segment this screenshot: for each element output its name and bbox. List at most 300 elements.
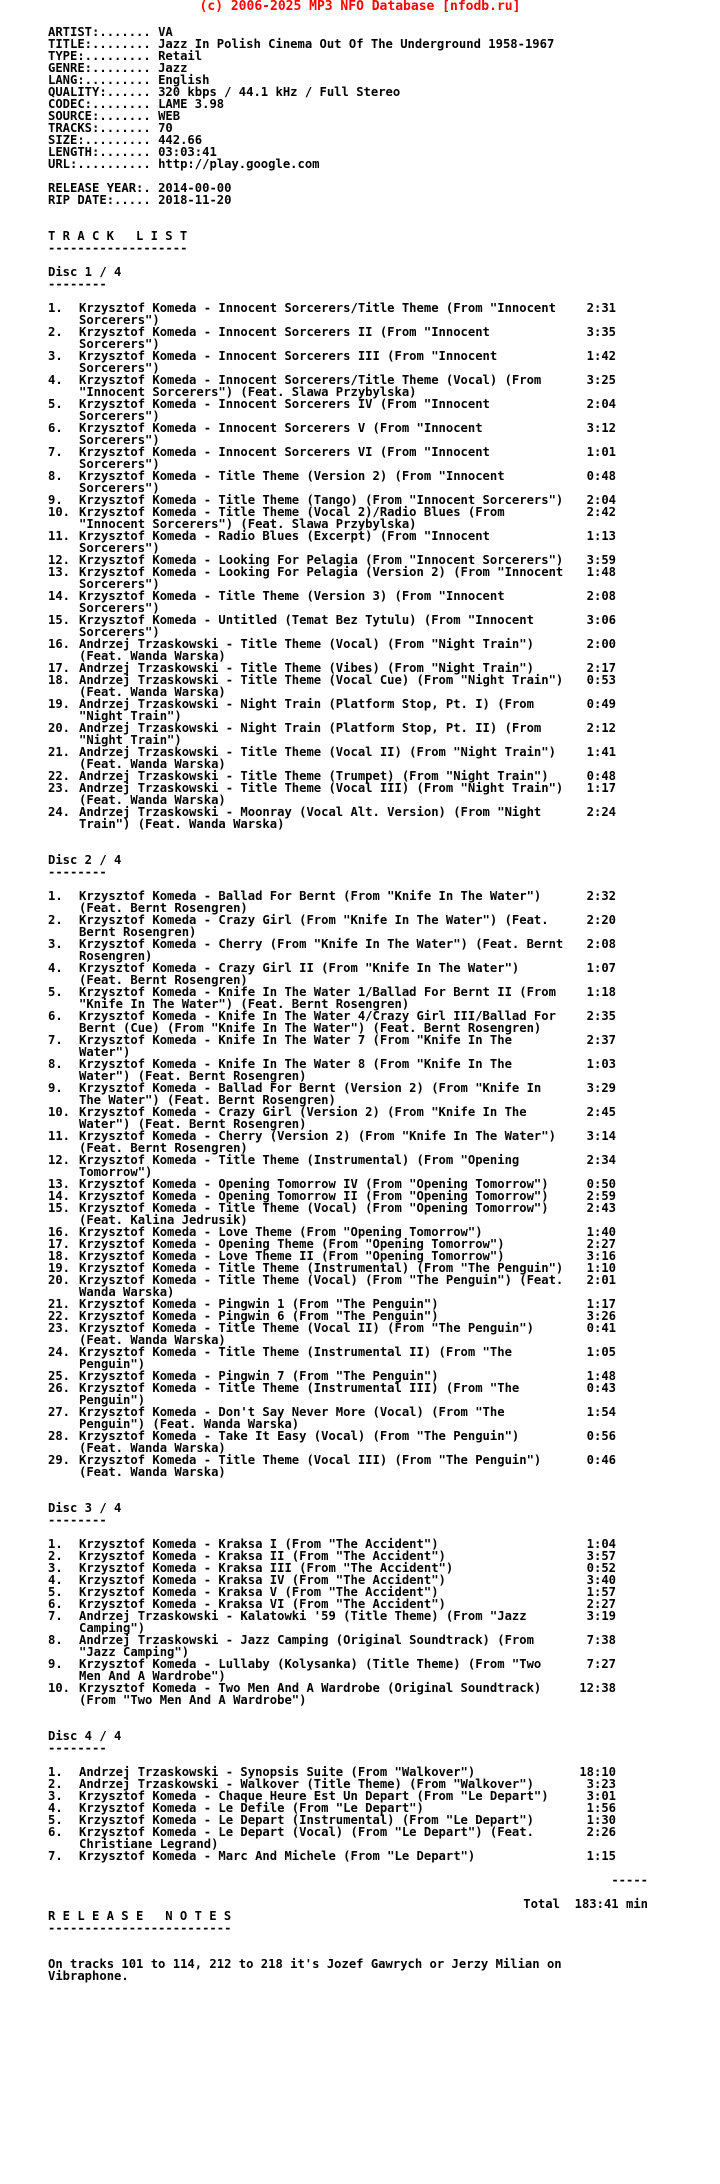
track-title: Krzysztof Komeda - Kraksa IV (From "The Accident") bbox=[79, 1573, 446, 1587]
track-row bbox=[48, 1202, 672, 1226]
track-number: 10. bbox=[48, 1681, 71, 1695]
track-row bbox=[48, 1058, 672, 1082]
track-number: 1. bbox=[48, 301, 63, 315]
disc-underline: -------- bbox=[48, 1513, 107, 1527]
track-duration: 3:25 bbox=[586, 373, 616, 387]
track-title: Krzysztof Komeda - Pingwin 6 (From "The Penguin") bbox=[79, 1309, 439, 1323]
track-duration: 0:46 bbox=[586, 1453, 616, 1467]
track-title: Krzysztof Komeda - Crazy Girl (Version 2) (From "Knife In The Water") (Feat. Bernt Rosengren) bbox=[79, 1105, 534, 1131]
track-number: 8. bbox=[48, 1633, 63, 1647]
track-number: 22. bbox=[48, 1309, 71, 1323]
track-duration: 2:01 bbox=[586, 1273, 616, 1287]
track-row bbox=[48, 1826, 672, 1850]
track-duration: 2:42 bbox=[586, 505, 616, 519]
track-duration: 1:03 bbox=[586, 1057, 616, 1071]
track-duration: 0:41 bbox=[586, 1321, 616, 1335]
track-duration: 1:48 bbox=[586, 1369, 616, 1383]
info-value: 442.66 bbox=[158, 133, 203, 147]
track-row bbox=[48, 398, 672, 422]
track-number: 20. bbox=[48, 1273, 71, 1287]
track-title: Krzysztof Komeda - Innocent Sorcerers/Title Theme (Vocal) (From "Innocent Sorcerers") (Feat. Slawa Przybylska) bbox=[79, 373, 549, 399]
info-value: 03:03:41 bbox=[158, 145, 217, 159]
track-title: Krzysztof Komeda - Don't Say Never More (Vocal) (From "The Penguin") (Feat. Wanda Warska) bbox=[79, 1405, 512, 1431]
track-duration: 2:04 bbox=[586, 493, 616, 507]
track-title: Krzysztof Komeda - Title Theme (Instrumental II) (From "The Penguin") bbox=[79, 1345, 520, 1371]
track-title: Krzysztof Komeda - Knife In The Water 8 (From "Knife In The Water") (Feat. Bernt Rosengren) bbox=[79, 1057, 520, 1083]
track-number: 2. bbox=[48, 325, 63, 339]
track-title: Andrzej Trzaskowski - Title Theme (Vibes) (From "Night Train") bbox=[79, 661, 534, 675]
track-title: Krzysztof Komeda - Knife In The Water 4/Crazy Girl III/Ballad For Bernt (Cue) (From "Knife In The Water") (Feat. Bernt Rosengren) bbox=[79, 1009, 564, 1035]
track-duration: 2:12 bbox=[586, 721, 616, 735]
track-row bbox=[48, 674, 672, 698]
track-number: 16. bbox=[48, 637, 71, 651]
track-duration: 1:05 bbox=[586, 1345, 616, 1359]
track-row bbox=[48, 806, 672, 830]
track-title: Krzysztof Komeda - Marc And Michele (From "Le Depart") bbox=[79, 1849, 476, 1863]
track-duration: 0:48 bbox=[586, 469, 616, 483]
track-number: 20. bbox=[48, 721, 71, 735]
track-row bbox=[48, 1130, 672, 1154]
track-title: Krzysztof Komeda - Title Theme (Instrumental) (From "The Penguin") bbox=[79, 1261, 564, 1275]
track-row bbox=[48, 1034, 672, 1058]
track-duration: 1:17 bbox=[586, 1297, 616, 1311]
rip-date-label: RIP DATE:..... bbox=[48, 193, 151, 207]
track-row bbox=[48, 1658, 672, 1682]
site-header: (c) 2006-2025 MP3 NFO Database [nfodb.ru] bbox=[199, 0, 521, 14]
track-duration: 1:17 bbox=[586, 781, 616, 795]
track-title: Krzysztof Komeda - Title Theme (Instrumental III) (From "The Penguin") bbox=[79, 1381, 527, 1407]
track-number: 18. bbox=[48, 1249, 71, 1263]
track-number: 5. bbox=[48, 1813, 63, 1827]
track-number: 19. bbox=[48, 1261, 71, 1275]
track-number: 3. bbox=[48, 349, 63, 363]
disc-title: Disc 3 / 4 bbox=[48, 1501, 122, 1515]
info-label: URL:.......... bbox=[48, 157, 151, 171]
track-title: Krzysztof Komeda - Innocent Sorcerers V (From "Innocent Sorcerers") bbox=[79, 421, 490, 447]
track-duration: 2:31 bbox=[586, 301, 616, 315]
info-value: LAME 3.98 bbox=[158, 97, 225, 111]
info-block bbox=[48, 26, 672, 170]
track-duration: 3:26 bbox=[586, 1309, 616, 1323]
track-duration: 7:38 bbox=[586, 1633, 616, 1647]
track-title: Krzysztof Komeda - Love Theme (From "Opening Tomorrow") bbox=[79, 1225, 483, 1239]
track-duration: 2:08 bbox=[586, 937, 616, 951]
track-title: Krzysztof Komeda - Chaque Heure Est Un Depart (From "Le Depart") bbox=[79, 1789, 549, 1803]
track-duration: 0:53 bbox=[586, 673, 616, 687]
track-number: 4. bbox=[48, 961, 63, 975]
track-title: Krzysztof Komeda - Looking For Pelagia (From "Innocent Sorcerers") bbox=[79, 553, 564, 567]
track-row bbox=[48, 446, 672, 470]
track-number: 13. bbox=[48, 565, 71, 579]
track-duration: 18:10 bbox=[579, 1765, 616, 1779]
track-number: 23. bbox=[48, 1321, 71, 1335]
track-number: 25. bbox=[48, 1369, 71, 1383]
track-title: Krzysztof Komeda - Title Theme (Version 2) (From "Innocent Sorcerers") bbox=[79, 469, 512, 495]
track-number: 6. bbox=[48, 1597, 63, 1611]
track-title: Krzysztof Komeda - Ballad For Bernt (Version 2) (From "Knife In The Water") (Feat. Bernt Rosengren) bbox=[79, 1081, 549, 1107]
track-title: Andrzej Trzaskowski - Title Theme (Vocal II) (From "Night Train") (Feat. Wanda Warska) bbox=[79, 745, 564, 771]
track-title: Krzysztof Komeda - Kraksa V (From "The Accident") bbox=[79, 1585, 439, 1599]
track-row bbox=[48, 506, 672, 530]
rip-date-value: 2018-11-20 bbox=[158, 193, 232, 207]
track-duration: 2:20 bbox=[586, 913, 616, 927]
info-value: 70 bbox=[158, 121, 173, 135]
track-number: 22. bbox=[48, 769, 71, 783]
track-duration: 0:48 bbox=[586, 769, 616, 783]
track-number: 24. bbox=[48, 1345, 71, 1359]
track-title: Krzysztof Komeda - Title Theme (Vocal) (From "Opening Tomorrow") (Feat. Kalina Jedrusik) bbox=[79, 1201, 556, 1227]
info-row bbox=[48, 158, 672, 170]
info-label: LANG:......... bbox=[48, 73, 151, 87]
info-value: VA bbox=[158, 25, 173, 39]
track-number: 9. bbox=[48, 493, 63, 507]
track-title: Krzysztof Komeda - Opening Tomorrow II (From "Opening Tomorrow") bbox=[79, 1189, 549, 1203]
track-row bbox=[48, 1430, 672, 1454]
track-duration: 2:35 bbox=[586, 1009, 616, 1023]
track-row bbox=[48, 1634, 672, 1658]
track-row bbox=[48, 938, 672, 962]
track-duration: 0:49 bbox=[586, 697, 616, 711]
track-duration: 3:59 bbox=[586, 553, 616, 567]
track-number: 15. bbox=[48, 613, 71, 627]
track-row bbox=[48, 698, 672, 722]
track-title: Krzysztof Komeda - Innocent Sorcerers III (From "Innocent Sorcerers") bbox=[79, 349, 505, 375]
track-number: 21. bbox=[48, 745, 71, 759]
track-row bbox=[48, 530, 672, 554]
track-duration: 2:27 bbox=[586, 1597, 616, 1611]
track-row bbox=[48, 1406, 672, 1430]
track-number: 7. bbox=[48, 445, 63, 459]
track-title: Krzysztof Komeda - Title Theme (Version 3) (From "Innocent Sorcerers") bbox=[79, 589, 512, 615]
track-number: 14. bbox=[48, 589, 71, 603]
track-number: 10. bbox=[48, 505, 71, 519]
track-duration: 3:14 bbox=[586, 1129, 616, 1143]
track-row bbox=[48, 914, 672, 938]
track-number: 14. bbox=[48, 1189, 71, 1203]
info-value: http://play.google.com bbox=[158, 157, 320, 171]
track-title: Krzysztof Komeda - Title Theme (Vocal 2)/Radio Blues (From "Innocent Sorcerers") (Feat. Slawa Przybylska) bbox=[79, 505, 512, 531]
track-title: Andrzej Trzaskowski - Jazz Camping (Original Soundtrack) (From "Jazz Camping") bbox=[79, 1633, 542, 1659]
track-row bbox=[48, 590, 672, 614]
track-number: 11. bbox=[48, 1129, 71, 1143]
track-row bbox=[48, 614, 672, 638]
track-number: 4. bbox=[48, 1801, 63, 1815]
track-number: 29. bbox=[48, 1453, 71, 1467]
track-title: Krzysztof Komeda - Kraksa II (From "The Accident") bbox=[79, 1549, 446, 1563]
track-row bbox=[48, 638, 672, 662]
track-number: 9. bbox=[48, 1657, 63, 1671]
track-title: Andrzej Trzaskowski - Title Theme (Trumpet) (From "Night Train") bbox=[79, 769, 549, 783]
track-number: 3. bbox=[48, 1789, 63, 1803]
track-row bbox=[48, 470, 672, 494]
track-row bbox=[48, 1850, 672, 1862]
track-duration: 2:37 bbox=[586, 1033, 616, 1047]
track-number: 12. bbox=[48, 1153, 71, 1167]
track-number: 26. bbox=[48, 1381, 71, 1395]
track-number: 28. bbox=[48, 1429, 71, 1443]
track-duration: 0:56 bbox=[586, 1429, 616, 1443]
track-row bbox=[48, 302, 672, 326]
disc-title: Disc 2 / 4 bbox=[48, 853, 122, 867]
track-title: Krzysztof Komeda - Knife In The Water 1/Ballad For Bernt II (From "Knife In The Water") (Feat. Bernt Rosengren) bbox=[79, 985, 564, 1011]
track-title: Krzysztof Komeda - Opening Theme (From "Opening Tomorrow") bbox=[79, 1237, 505, 1251]
track-title: Krzysztof Komeda - Innocent Sorcerers VI (From "Innocent Sorcerers") bbox=[79, 445, 498, 471]
track-title: Krzysztof Komeda - Crazy Girl II (From "Knife In The Water") (Feat. Bernt Rosengren) bbox=[79, 961, 527, 987]
track-title: Krzysztof Komeda - Kraksa III (From "The Accident") bbox=[79, 1561, 454, 1575]
info-value: WEB bbox=[158, 109, 181, 123]
track-duration: 1:57 bbox=[586, 1585, 616, 1599]
info-value: 320 kbps / 44.1 kHz / Full Stereo bbox=[158, 85, 401, 99]
track-duration: 1:41 bbox=[586, 745, 616, 759]
disc-underline: -------- bbox=[48, 865, 107, 879]
track-number: 9. bbox=[48, 1081, 63, 1095]
disc-section bbox=[48, 854, 672, 1502]
track-number: 24. bbox=[48, 805, 71, 819]
track-duration: 2:26 bbox=[586, 1825, 616, 1839]
track-number: 21. bbox=[48, 1297, 71, 1311]
track-duration: 1:56 bbox=[586, 1801, 616, 1815]
track-duration: 2:34 bbox=[586, 1153, 616, 1167]
track-title: Krzysztof Komeda - Take It Easy (Vocal) (From "The Penguin") (Feat. Wanda Warska) bbox=[79, 1429, 527, 1455]
track-title: Krzysztof Komeda - Untitled (Temat Bez Tytulu) (From "Innocent Sorcerers") bbox=[79, 613, 542, 639]
track-title: Krzysztof Komeda - Knife In The Water 7 (From "Knife In The Water") bbox=[79, 1033, 520, 1059]
disc-list bbox=[48, 266, 672, 1862]
track-number: 17. bbox=[48, 1237, 71, 1251]
track-duration: 2:00 bbox=[586, 637, 616, 651]
track-row bbox=[48, 1154, 672, 1178]
track-duration: 7:27 bbox=[586, 1657, 616, 1671]
track-row bbox=[48, 422, 672, 446]
track-number: 12. bbox=[48, 553, 71, 567]
track-title: Krzysztof Komeda - Ballad For Bernt (From "Knife In The Water") (Feat. Bernt Rosengren) bbox=[79, 889, 549, 915]
track-row bbox=[48, 722, 672, 746]
track-number: 4. bbox=[48, 373, 63, 387]
track-title: Krzysztof Komeda - Kraksa VI (From "The Accident") bbox=[79, 1597, 446, 1611]
track-row bbox=[48, 374, 672, 398]
track-duration: 3:19 bbox=[586, 1609, 616, 1623]
track-duration: 1:01 bbox=[586, 445, 616, 459]
track-duration: 1:30 bbox=[586, 1813, 616, 1827]
disc-underline: -------- bbox=[48, 277, 107, 291]
info-label: ARTIST:....... bbox=[48, 25, 151, 39]
nfo-content bbox=[0, 26, 672, 1982]
track-duration: 3:35 bbox=[586, 325, 616, 339]
track-duration: 0:50 bbox=[586, 1177, 616, 1191]
track-number: 2. bbox=[48, 913, 63, 927]
track-title: Krzysztof Komeda - Innocent Sorcerers IV (From "Innocent Sorcerers") bbox=[79, 397, 498, 423]
track-title: Krzysztof Komeda - Cherry (Version 2) (From "Knife In The Water") (Feat. Bernt Rosengren) bbox=[79, 1129, 564, 1155]
track-row bbox=[48, 1010, 672, 1034]
tracklist-underline: ------------------- bbox=[48, 241, 188, 255]
track-row bbox=[48, 1682, 672, 1706]
track-title: Andrzej Trzaskowski - Moonray (Vocal Alt. Version) (From "Night Train") (Feat. Wanda Warska) bbox=[79, 805, 549, 831]
disc-title: Disc 1 / 4 bbox=[48, 265, 122, 279]
track-number: 13. bbox=[48, 1177, 71, 1191]
track-number: 1. bbox=[48, 1537, 63, 1551]
track-row bbox=[48, 1382, 672, 1406]
track-number: 16. bbox=[48, 1225, 71, 1239]
info-value: English bbox=[158, 73, 210, 87]
track-duration: 2:43 bbox=[586, 1201, 616, 1215]
track-duration: 0:43 bbox=[586, 1381, 616, 1395]
track-title: Krzysztof Komeda - Title Theme (Vocal II) (From "The Penguin") (Feat. Wanda Warska) bbox=[79, 1321, 542, 1347]
track-row bbox=[48, 1274, 672, 1298]
track-duration: 1:15 bbox=[586, 1849, 616, 1863]
disc-section bbox=[48, 266, 672, 854]
track-title: Krzysztof Komeda - Love Theme II (From "Opening Tomorrow") bbox=[79, 1249, 505, 1263]
track-title: Krzysztof Komeda - Le Defile (From "Le Depart") bbox=[79, 1801, 424, 1815]
track-number: 3. bbox=[48, 937, 63, 951]
track-title: Krzysztof Komeda - Looking For Pelagia (Version 2) (From "Innocent Sorcerers") bbox=[79, 565, 571, 591]
track-row bbox=[48, 746, 672, 770]
track-title: Andrzej Trzaskowski - Kalatowki '59 (Title Theme) (From "Jazz Camping") bbox=[79, 1609, 534, 1635]
track-duration: 1:40 bbox=[586, 1225, 616, 1239]
info-label: TITLE:........ bbox=[48, 37, 151, 51]
track-duration: 2:27 bbox=[586, 1237, 616, 1251]
track-row bbox=[48, 1610, 672, 1634]
track-duration: 1:18 bbox=[586, 985, 616, 999]
track-number: 23. bbox=[48, 781, 71, 795]
track-duration: 3:12 bbox=[586, 421, 616, 435]
track-title: Andrzej Trzaskowski - Title Theme (Vocal Cue) (From "Night Train") (Feat. Wanda Warska) bbox=[79, 673, 571, 699]
info-label: CODEC:........ bbox=[48, 97, 151, 111]
track-number: 5. bbox=[48, 985, 63, 999]
track-title: Andrzej Trzaskowski - Synopsis Suite (From "Walkover") bbox=[79, 1765, 476, 1779]
track-number: 3. bbox=[48, 1561, 63, 1575]
track-title: Andrzej Trzaskowski - Walkover (Title Theme) (From "Walkover") bbox=[79, 1777, 534, 1791]
track-number: 5. bbox=[48, 1585, 63, 1599]
track-number: 6. bbox=[48, 1009, 63, 1023]
track-duration: 1:54 bbox=[586, 1405, 616, 1419]
track-number: 4. bbox=[48, 1573, 63, 1587]
track-title: Krzysztof Komeda - Pingwin 7 (From "The Penguin") bbox=[79, 1369, 439, 1383]
track-number: 27. bbox=[48, 1405, 71, 1419]
info-label: TRACKS:....... bbox=[48, 121, 151, 135]
track-duration: 1:13 bbox=[586, 529, 616, 543]
track-duration: 3:16 bbox=[586, 1249, 616, 1263]
disc-section bbox=[48, 1730, 672, 1862]
info-label: QUALITY:...... bbox=[48, 85, 151, 99]
track-title: Krzysztof Komeda - Opening Tomorrow IV (From "Opening Tomorrow") bbox=[79, 1177, 549, 1191]
disc-section bbox=[48, 1502, 672, 1730]
release-year-value: 2014-00-00 bbox=[158, 181, 232, 195]
track-duration: 2:32 bbox=[586, 889, 616, 903]
track-duration: 1:04 bbox=[586, 1537, 616, 1551]
track-duration: 12:38 bbox=[579, 1681, 616, 1695]
track-number: 7. bbox=[48, 1609, 63, 1623]
track-title: Andrzej Trzaskowski - Night Train (Platform Stop, Pt. I) (From "Night Train") bbox=[79, 697, 542, 723]
track-number: 6. bbox=[48, 1825, 63, 1839]
track-number: 7. bbox=[48, 1033, 63, 1047]
track-title: Krzysztof Komeda - Title Theme (Vocal III) (From "The Penguin") (Feat. Wanda Warska) bbox=[79, 1453, 549, 1479]
track-row bbox=[48, 1346, 672, 1370]
track-number: 5. bbox=[48, 397, 63, 411]
track-duration: 3:06 bbox=[586, 613, 616, 627]
track-duration: 3:40 bbox=[586, 1573, 616, 1587]
track-row bbox=[48, 1322, 672, 1346]
track-duration: 3:01 bbox=[586, 1789, 616, 1803]
track-duration: 2:04 bbox=[586, 397, 616, 411]
track-title: Krzysztof Komeda - Le Depart (Vocal) (From "Le Depart") (Feat. Christiane Legrand) bbox=[79, 1825, 542, 1851]
info-label: LENGTH:....... bbox=[48, 145, 151, 159]
track-title: Krzysztof Komeda - Radio Blues (Excerpt) (From "Innocent Sorcerers") bbox=[79, 529, 498, 555]
track-title: Krzysztof Komeda - Kraksa I (From "The Accident") bbox=[79, 1537, 439, 1551]
track-duration: 3:57 bbox=[586, 1549, 616, 1563]
info-label: SOURCE:....... bbox=[48, 109, 151, 123]
track-row bbox=[48, 782, 672, 806]
track-title: Andrzej Trzaskowski - Night Train (Platform Stop, Pt. II) (From "Night Train") bbox=[79, 721, 549, 747]
release-year-label: RELEASE YEAR:. bbox=[48, 181, 151, 195]
rip-date-row bbox=[48, 194, 672, 206]
track-duration: 1:48 bbox=[586, 565, 616, 579]
track-number: 19. bbox=[48, 697, 71, 711]
track-row bbox=[48, 350, 672, 374]
track-duration: 3:23 bbox=[586, 1777, 616, 1791]
track-row bbox=[48, 890, 672, 914]
track-duration: 2:45 bbox=[586, 1105, 616, 1119]
track-number: 6. bbox=[48, 421, 63, 435]
track-title: Krzysztof Komeda - Crazy Girl (From "Knife In The Water") (Feat. Bernt Rosengren) bbox=[79, 913, 556, 939]
track-number: 15. bbox=[48, 1201, 71, 1215]
track-number: 2. bbox=[48, 1777, 63, 1791]
track-number: 8. bbox=[48, 1057, 63, 1071]
track-number: 17. bbox=[48, 661, 71, 675]
track-row bbox=[48, 1106, 672, 1130]
total-label: Total bbox=[523, 1897, 560, 1911]
track-row bbox=[48, 1082, 672, 1106]
track-title: Krzysztof Komeda - Cherry (From "Knife In The Water") (Feat. Bernt Rosengren) bbox=[79, 937, 571, 963]
track-title: Krzysztof Komeda - Title Theme (Tango) (From "Innocent Sorcerers") bbox=[79, 493, 564, 507]
track-duration: 2:08 bbox=[586, 589, 616, 603]
track-number: 18. bbox=[48, 673, 71, 687]
track-title: Krzysztof Komeda - Lullaby (Kolysanka) (Title Theme) (From "Two Men And A Wardrobe") bbox=[79, 1657, 549, 1683]
total-rule: ----- bbox=[611, 1873, 648, 1887]
track-duration: 1:10 bbox=[586, 1261, 616, 1275]
track-title: Krzysztof Komeda - Innocent Sorcerers/Title Theme (From "Innocent Sorcerers") bbox=[79, 301, 564, 327]
track-title: Andrzej Trzaskowski - Title Theme (Vocal III) (From "Night Train") (Feat. Wanda Warska) bbox=[79, 781, 571, 807]
track-title: Andrzej Trzaskowski - Title Theme (Vocal) (From "Night Train") (Feat. Wanda Warska) bbox=[79, 637, 542, 663]
total-value: 183:41 min bbox=[574, 1897, 648, 1911]
track-number: 1. bbox=[48, 889, 63, 903]
track-title: Krzysztof Komeda - Le Depart (Instrumental) (From "Le Depart") bbox=[79, 1813, 534, 1827]
track-row bbox=[48, 1454, 672, 1478]
release-notes-text: On tracks 101 to 114, 212 to 218 it's Jozef Gawrych or Jerzy Milian on Vibraphone. bbox=[48, 1957, 569, 1983]
track-title: Krzysztof Komeda - Pingwin 1 (From "The Penguin") bbox=[79, 1297, 439, 1311]
track-row bbox=[48, 962, 672, 986]
disc-underline: -------- bbox=[48, 1741, 107, 1755]
track-duration: 3:29 bbox=[586, 1081, 616, 1095]
track-number: 8. bbox=[48, 469, 63, 483]
info-label: SIZE:......... bbox=[48, 133, 151, 147]
track-duration: 1:07 bbox=[586, 961, 616, 975]
track-row bbox=[48, 326, 672, 350]
track-title: Krzysztof Komeda - Title Theme (Vocal) (From "The Penguin") (Feat. Wanda Warska) bbox=[79, 1273, 571, 1299]
release-notes-heading: RELEASE NOTES bbox=[48, 1909, 239, 1923]
track-title: Krzysztof Komeda - Innocent Sorcerers II (From "Innocent Sorcerers") bbox=[79, 325, 498, 351]
info-label: TYPE:......... bbox=[48, 49, 151, 63]
track-number: 10. bbox=[48, 1105, 71, 1119]
track-number: 11. bbox=[48, 529, 71, 543]
track-number: 2. bbox=[48, 1549, 63, 1563]
disc-title: Disc 4 / 4 bbox=[48, 1729, 122, 1743]
info-value: Jazz bbox=[158, 61, 188, 75]
track-title: Krzysztof Komeda - Two Men And A Wardrobe (Original Soundtrack) (From "Two Men And A Wardrobe") bbox=[79, 1681, 549, 1707]
release-notes-underline: ------------------------- bbox=[48, 1921, 232, 1935]
track-duration: 2:24 bbox=[586, 805, 616, 819]
info-label: GENRE:........ bbox=[48, 61, 151, 75]
track-duration: 1:42 bbox=[586, 349, 616, 363]
track-number: 7. bbox=[48, 1849, 63, 1863]
